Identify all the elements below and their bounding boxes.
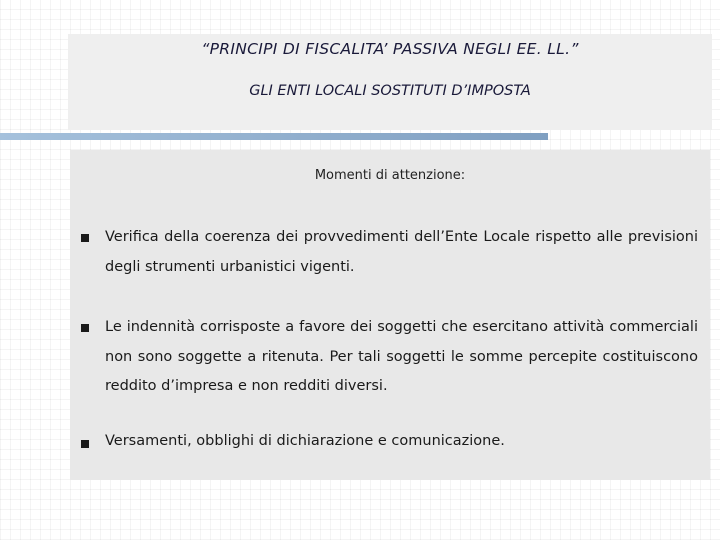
square-bullet-icon — [81, 324, 89, 332]
slide-title: “PRINCIPI DI FISCALITA’ PASSIVA NEGLI EE. LL.” — [201, 40, 579, 58]
title-panel — [68, 34, 712, 130]
slide-subtitle: GLI ENTI LOCALI SOSTITUTI D’IMPOSTA — [249, 83, 531, 99]
divider-bar — [0, 133, 548, 140]
content-panel — [70, 150, 710, 480]
list-item: Le indennità corrisposte a favore dei soggetti che esercitano attività commerciali non sono soggette a ritenuta. Per tali soggetti le somme percepite costituiscono reddito d’impresa e non redditi diversi. — [105, 319, 698, 394]
square-bullet-icon — [81, 234, 89, 242]
list-item: Versamenti, obblighi di dichiarazione e comunicazione. — [105, 433, 505, 449]
intro-text: Momenti di attenzione: — [314, 168, 466, 183]
square-bullet-icon — [81, 440, 89, 448]
list-item: Verifica della coerenza dei provvedimenti dell’Ente Locale rispetto alle previsioni degli strumenti urbanistici vigenti. — [105, 229, 698, 275]
